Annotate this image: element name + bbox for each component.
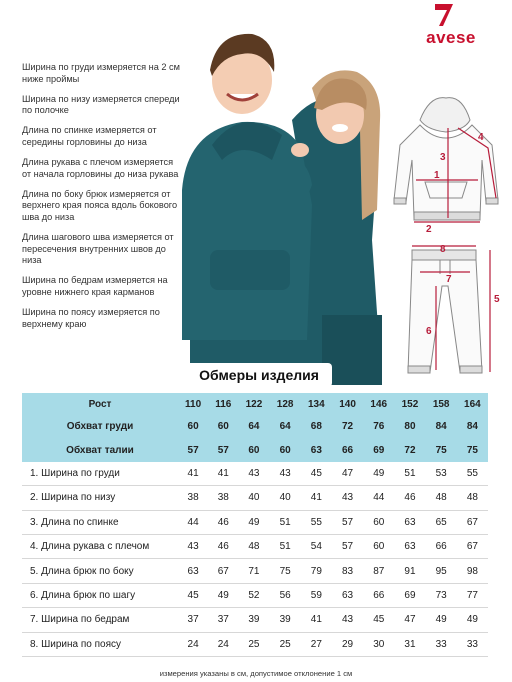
size-header: 128 <box>270 393 301 415</box>
note-item: Ширина по груди измеряется на 2 см ниже проймы <box>22 62 180 84</box>
note-item: Ширина по поясу измеряется по верхнему краю <box>22 307 160 329</box>
table-cell: 37 <box>208 608 238 632</box>
table-cell: 25 <box>270 632 301 656</box>
table-cell: 75 <box>457 438 488 461</box>
table-cell: 33 <box>426 632 457 656</box>
table-row <box>22 583 488 607</box>
row-label: 8. Ширина по поясу <box>22 632 178 656</box>
table-cell: 41 <box>178 462 208 486</box>
table-cell: 60 <box>363 510 394 534</box>
table-cell: 69 <box>394 583 425 607</box>
row-label: 2. Ширина по низу <box>22 486 178 510</box>
table-cell: 63 <box>301 438 332 461</box>
table-cell: 51 <box>270 510 301 534</box>
table-cell: 73 <box>426 583 457 607</box>
table-cell: 59 <box>301 583 332 607</box>
table-cell: 46 <box>394 486 425 510</box>
table-row <box>22 486 488 510</box>
table-cell: 57 <box>332 510 363 534</box>
table-cell: 33 <box>457 632 488 656</box>
table-cell: 41 <box>301 486 332 510</box>
table-cell: 57 <box>178 438 208 461</box>
table-cell: 49 <box>426 608 457 632</box>
table-cell: 67 <box>208 559 238 583</box>
table-cell: 63 <box>394 510 425 534</box>
product-photo <box>172 10 402 385</box>
table-row <box>22 510 488 534</box>
table-cell: 43 <box>332 486 363 510</box>
size-header: 146 <box>363 393 394 415</box>
table-cell: 60 <box>178 415 208 438</box>
table-cell: 43 <box>332 608 363 632</box>
size-table <box>22 393 488 657</box>
table-cell: 40 <box>238 486 269 510</box>
size-header: 116 <box>208 393 238 415</box>
sketch-number: 7 <box>446 274 452 285</box>
table-cell: 25 <box>238 632 269 656</box>
table-row <box>22 559 488 583</box>
row-label: Обхват груди <box>22 415 178 438</box>
table-cell: 60 <box>208 415 238 438</box>
sketch-number: 8 <box>440 244 446 255</box>
size-header: 134 <box>301 393 332 415</box>
table-cell: 98 <box>457 559 488 583</box>
table-cell: 63 <box>394 534 425 558</box>
table-row <box>22 608 488 632</box>
sketch-number: 2 <box>426 224 432 235</box>
table-cell: 39 <box>238 608 269 632</box>
size-header: 140 <box>332 393 363 415</box>
table-cell: 67 <box>457 534 488 558</box>
table-row <box>22 534 488 558</box>
table-row <box>22 632 488 656</box>
row-label: 5. Длина брюк по боку <box>22 559 178 583</box>
row-label: Обхват талии <box>22 438 178 461</box>
table-cell: 72 <box>394 438 425 461</box>
table-cell: 60 <box>363 534 394 558</box>
size-header: 164 <box>457 393 488 415</box>
table-cell: 41 <box>301 608 332 632</box>
table-cell: 49 <box>238 510 269 534</box>
note-item: Длина рукава с плечом измеряется от начала горловины до низа рукава <box>22 157 179 179</box>
table-cell: 57 <box>332 534 363 558</box>
table-cell: 66 <box>332 438 363 461</box>
table-cell: 52 <box>238 583 269 607</box>
row-label: 6. Длина брюк по шагу <box>22 583 178 607</box>
table-cell: 65 <box>426 510 457 534</box>
table-cell: 77 <box>457 583 488 607</box>
table-cell: 39 <box>270 608 301 632</box>
row-label: 4. Длина рукава с плечом <box>22 534 178 558</box>
table-cell: 53 <box>426 462 457 486</box>
table-cell: 63 <box>332 583 363 607</box>
table-cell: 48 <box>426 486 457 510</box>
table-cell: 55 <box>457 462 488 486</box>
table-cell: 45 <box>301 462 332 486</box>
note-item: Длина шагового шва измеряется от пересечения внутренних швов до низа <box>22 232 174 266</box>
table-cell: 66 <box>363 583 394 607</box>
table-cell: 87 <box>363 559 394 583</box>
boy-figure <box>182 34 320 385</box>
header-label: Рост <box>22 393 178 415</box>
table-cell: 46 <box>208 510 238 534</box>
table-cell: 29 <box>332 632 363 656</box>
table-cell: 38 <box>208 486 238 510</box>
table-cell: 49 <box>363 462 394 486</box>
table-row <box>22 462 488 486</box>
note-item: Ширина по бедрам измеряется на уровне нижнего края карманов <box>22 275 168 297</box>
table-cell: 84 <box>426 415 457 438</box>
sketch-number: 6 <box>426 326 432 337</box>
table-cell: 57 <box>208 438 238 461</box>
footnote: измерения указаны в см, допустимое отклонение 1 см <box>159 669 353 678</box>
table-cell: 75 <box>426 438 457 461</box>
row-label: 1. Ширина по груди <box>22 462 178 486</box>
table-cell: 45 <box>363 608 394 632</box>
table-cell: 64 <box>238 415 269 438</box>
table-cell: 38 <box>178 486 208 510</box>
table-cell: 71 <box>238 559 269 583</box>
table-cell: 63 <box>178 559 208 583</box>
table-cell: 24 <box>208 632 238 656</box>
pants-sketch <box>408 250 482 373</box>
table-cell: 66 <box>426 534 457 558</box>
sketch-number: 4 <box>478 132 484 143</box>
table-header-row <box>22 393 488 415</box>
table-cell: 45 <box>178 583 208 607</box>
table-cell: 30 <box>363 632 394 656</box>
sketch-number: 5 <box>494 294 500 305</box>
size-header: 122 <box>238 393 269 415</box>
table-cell: 43 <box>270 462 301 486</box>
table-cell: 79 <box>301 559 332 583</box>
table-cell: 83 <box>332 559 363 583</box>
table-cell: 84 <box>457 415 488 438</box>
table-cell: 48 <box>238 534 269 558</box>
size-header: 158 <box>426 393 457 415</box>
table-head-row <box>22 415 488 438</box>
logo-mark-icon <box>432 2 456 28</box>
table-cell: 55 <box>301 510 332 534</box>
table-cell: 24 <box>178 632 208 656</box>
garment-sketch <box>390 90 502 390</box>
table-cell: 46 <box>208 534 238 558</box>
sketch-number: 1 <box>434 170 440 181</box>
table-cell: 31 <box>394 632 425 656</box>
table-cell: 60 <box>270 438 301 461</box>
table-cell: 68 <box>301 415 332 438</box>
table-cell: 49 <box>457 608 488 632</box>
brand-name: avese <box>426 28 476 47</box>
hoodie-sketch <box>394 98 498 220</box>
table-cell: 67 <box>457 510 488 534</box>
table-cell: 72 <box>332 415 363 438</box>
table-cell: 51 <box>270 534 301 558</box>
sketch-number: 3 <box>440 152 446 163</box>
table-cell: 80 <box>394 415 425 438</box>
table-cell: 56 <box>270 583 301 607</box>
table-cell: 51 <box>394 462 425 486</box>
note-item: Длина по боку брюк измеряется от верхнего края пояса вдоль бокового шва до низа <box>22 188 178 222</box>
table-head-row <box>22 438 488 461</box>
table-cell: 64 <box>270 415 301 438</box>
table-cell: 47 <box>332 462 363 486</box>
table-cell: 48 <box>457 486 488 510</box>
table-cell: 44 <box>363 486 394 510</box>
table-cell: 75 <box>270 559 301 583</box>
size-header: 110 <box>178 393 208 415</box>
brand-logo <box>406 2 496 50</box>
table-cell: 43 <box>178 534 208 558</box>
table-cell: 54 <box>301 534 332 558</box>
row-label: 3. Длина по спинке <box>22 510 178 534</box>
measurement-notes <box>14 62 184 339</box>
table-cell: 27 <box>301 632 332 656</box>
table-cell: 43 <box>238 462 269 486</box>
table-cell: 37 <box>178 608 208 632</box>
table-cell: 49 <box>208 583 238 607</box>
table-cell: 47 <box>394 608 425 632</box>
table-cell: 91 <box>394 559 425 583</box>
row-label: 7. Ширина по бедрам <box>22 608 178 632</box>
note-item: Длина по спинке измеряется от середины горловины до низа <box>22 125 157 147</box>
table-cell: 69 <box>363 438 394 461</box>
table-cell: 44 <box>178 510 208 534</box>
table-cell: 76 <box>363 415 394 438</box>
table-cell: 60 <box>238 438 269 461</box>
size-header: 152 <box>394 393 425 415</box>
table-cell: 40 <box>270 486 301 510</box>
table-cell: 41 <box>208 462 238 486</box>
note-item: Ширина по низу измеряется спереди по полочке <box>22 93 180 116</box>
table-title: Обмеры изделия <box>186 363 332 387</box>
table-cell: 95 <box>426 559 457 583</box>
